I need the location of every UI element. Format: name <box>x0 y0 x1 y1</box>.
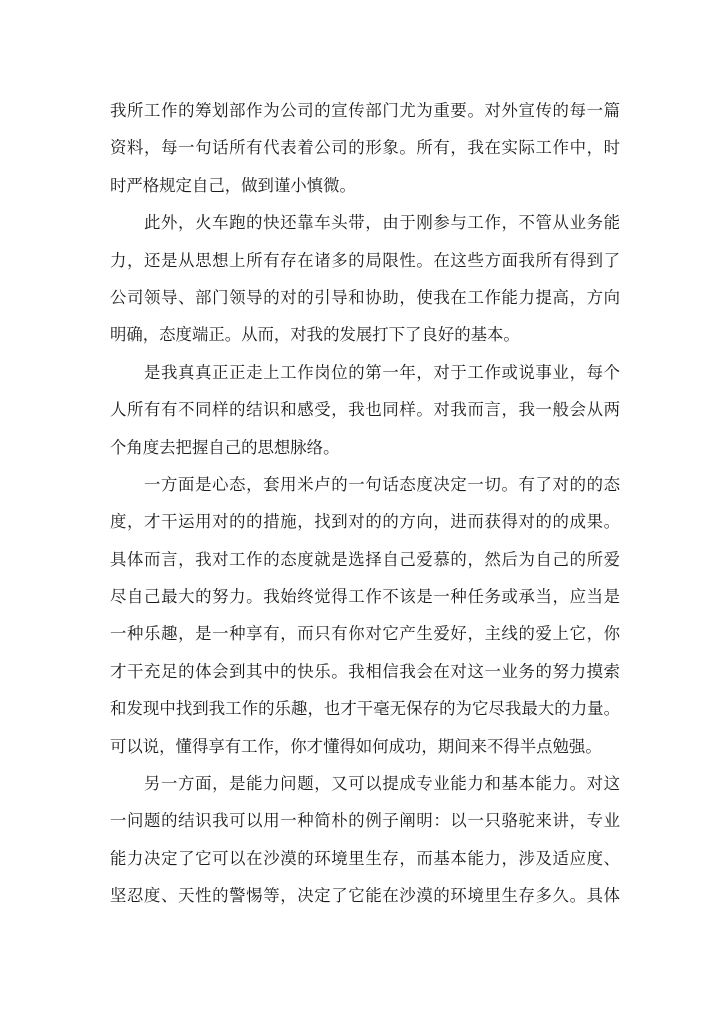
text-line: 能力决定了它可以在沙漠的环境里生存，而基本能力，涉及适应度、 <box>110 848 620 868</box>
text-line: 时严格规定自己，做到谨小慎微。 <box>110 175 356 195</box>
text-line: 公司领导、部门领导的对的引导和协助，使我在工作能力提高，方向 <box>110 287 620 307</box>
text-line: 和发现中找到我工作的乐趣，也才干毫无保存的为它尽我最大的力量。 <box>110 699 620 719</box>
text-line: 一种乐趣，是一种享有，而只有你对它产生爱好，主线的爱上它，你 <box>110 624 620 644</box>
text-line: 力，还是从思想上所有存在诸多的局限性。在这些方面我所有得到了 <box>110 250 620 270</box>
text-line: 一问题的结识我可以用一种简朴的例子阐明：以一只骆驼来讲，专业 <box>110 811 620 831</box>
text-line: 资料，每一句话所有代表着公司的形象。所有，我在实际工作中，时 <box>110 138 620 158</box>
text-line: 明确，态度端正。从而，对我的发展打下了良好的基本。 <box>110 325 520 345</box>
paragraph-first-line: 另一方面，是能力问题，又可以提成专业能力和基本能力。对这 <box>144 774 620 794</box>
text-line: 人所有有不同样的结识和感受，我也同样。对我而言，我一般会从两 <box>110 400 620 420</box>
body-text <box>110 92 620 915</box>
paragraph-first-line: 一方面是心态，套用米卢的一句话态度决定一切。有了对的的态 <box>144 474 620 494</box>
text-line: 具体而言，我对工作的态度就是选择自己爱慕的，然后为自己的所爱 <box>110 549 620 569</box>
text-line: 个角度去把握自己的思想脉络。 <box>110 437 340 457</box>
text-line: 坚忍度、天性的警惕等，决定了它能在沙漠的环境里生存多久。具体 <box>110 886 620 906</box>
paragraph-first-line: 此外，火车跑的快还靠车头带，由于刚参与工作，不管从业务能 <box>144 213 620 233</box>
text-line: 度，才干运用对的的措施，找到对的的方向，进而获得对的的成果。 <box>110 512 620 532</box>
text-line: 可以说，懂得享有工作，你才懂得如何成功，期间来不得半点勉强。 <box>110 736 602 756</box>
text-line: 才干充足的体会到其中的快乐。我相信我会在对这一业务的努力摸索 <box>110 661 620 681</box>
text-line: 我所工作的筹划部作为公司的宣传部门尤为重要。对外宣传的每一篇 <box>110 101 620 120</box>
paragraph-first-line: 是我真真正正走上工作岗位的第一年，对于工作或说事业，每个 <box>144 362 620 382</box>
text-line: 尽自己最大的努力。我始终觉得工作不该是一种任务或承当，应当是 <box>110 587 620 607</box>
